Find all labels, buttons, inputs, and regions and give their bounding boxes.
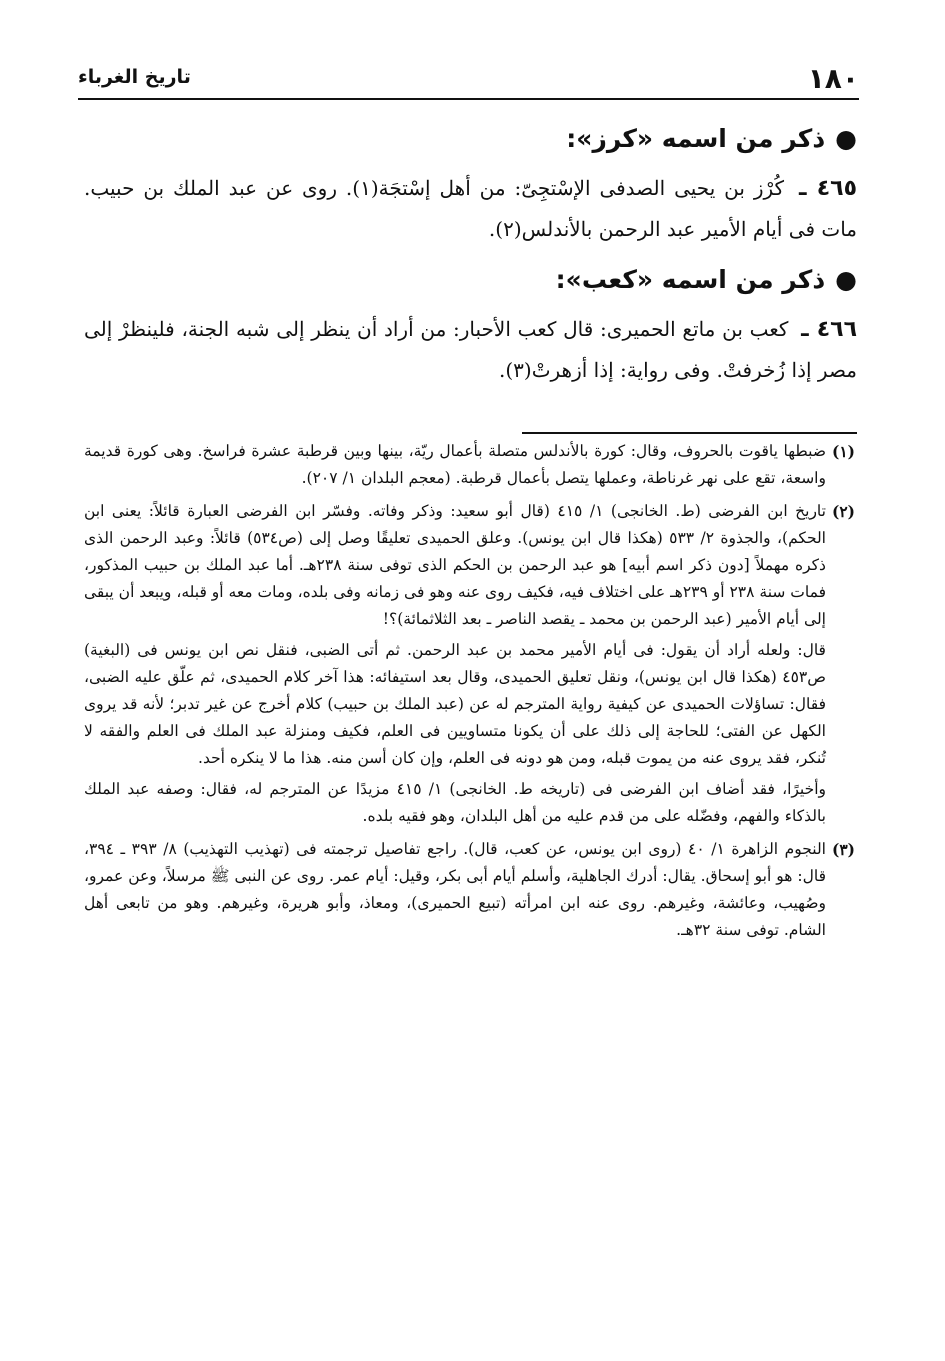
footnote-body bbox=[84, 438, 826, 492]
footnote-1 bbox=[84, 438, 855, 492]
page-header bbox=[78, 62, 859, 100]
footnote-marker: (٣) bbox=[831, 840, 855, 859]
entry-465 bbox=[84, 168, 857, 249]
footnote-paragraph: قال: ولعله أراد أن يقول: فى أيام الأمير محمد بن عبد الرحمن. ثم أتى الضبى، فنقل نص ابن يونس فى (البغية) ص٤٥٣ (هكذا قال ابن يونس)، ونقل تعليق الحميدى، وقال بعد استيفائه: هذا آخر كلام الحميدى، ثم علّق عليه الضبى، فقال: تساؤلات الحميدى عن كيفية رواية المترجم له عن (عبد الملك بن حبيب) كلام أخرج عن غير تدبر؛ لأنه قد يروى الكهل عن الفتى؛ للحاجة إلى ذلك على أن يكونا متساويين فى العلم، فكيف ومنزلة عبد الملك فى العلم والفقه لا تُنكر، فقد يروى عنه من يموت قبله، ومن هو دونه فى العلم، وإن كان أسن منه. هذا ما لا ينكره أحد. bbox=[84, 641, 826, 767]
running-title: تاريخ الغرباء bbox=[78, 66, 191, 88]
entry-number: ٤٦٥ ـ bbox=[798, 176, 858, 201]
footnote-paragraph: وأخيرًا، فقد أضاف ابن الفرضى فى (تاريخه ط. الخانجى) ١/ ٤١٥ مزيدًا عن المترجم له، فقال: وصفه عبد الملك بالذكاء والفهم، وفضّله على من قدم عليه من أهل البلدان، وهو فقيه بلده. bbox=[84, 780, 826, 825]
footnote-divider bbox=[522, 432, 857, 434]
entry-text: كُرْز بن يحيى الصدفى الإسْتجِىّ: من أهل إسْتجَة(١). روى عن عبد الملك بن حبيب. مات فى أيام الأمير عبد الرحمن بالأندلس(٢). bbox=[84, 176, 857, 241]
footnote-marker: (٢) bbox=[831, 502, 855, 521]
footnotes bbox=[84, 438, 855, 950]
section-kaab bbox=[84, 259, 857, 390]
section-heading bbox=[84, 118, 857, 162]
footnote-paragraph: ضبطها ياقوت بالحروف، وقال: كورة بالأندلس متصلة بأعمال ريّة، بينها وبين قرطبة عشرة فراسخ. وهى كورة قديمة واسعة، تقع على نهر غرناطة، وعملها يتصل بأعمال قرطبة. (معجم البلدان ١/ ٢٠٧). bbox=[84, 442, 826, 487]
footnote-3 bbox=[84, 836, 855, 944]
footnote-paragraph: النجوم الزاهرة ١/ ٤٠ (روى ابن يونس، عن كعب، قال). راجع تفاصيل ترجمته فى (تهذيب التهذيب) ٨/ ٣٩٣ ـ ٣٩٤، قال: هو أبو إسحاق. يقال: أدرك الجاهلية، وأسلم أيام أبى بكر، وقيل: أيام عمر. روى عن النبى ﷺ مرسلاً، وعن عمرو، وصُهيب، وعائشة، وغيرهم. روى عنه ابن امرأته (تبيع الحميرى)، ومعاذ، وأبو هريرة، وغيرهم. وهو من تابعى أهل الشام. توفى سنة ٣٢هـ. bbox=[84, 840, 826, 939]
footnote-2 bbox=[84, 498, 855, 830]
bullet-icon: ● bbox=[835, 124, 857, 153]
entry-number: ٤٦٦ ـ bbox=[801, 317, 858, 342]
page-number: ١٨٠ bbox=[807, 62, 859, 95]
entry-466 bbox=[84, 309, 857, 390]
entry-text: كعب بن ماتع الحميرى: قال كعب الأحبار: من أراد أن ينظر إلى شبه الجنة، فلينظرْ إلى مصر إذا زُخرفتْ. وفى رواية: إذا أزهرتْ(٣). bbox=[84, 317, 857, 382]
section-heading-text: ذكر من اسمه «كعب»: bbox=[555, 265, 826, 294]
bullet-icon: ● bbox=[835, 265, 857, 294]
footnote-paragraph: تاريخ ابن الفرضى (ط. الخانجى) ١/ ٤١٥ (قال أبو سعيد: وذكر وفاته. وفسّر ابن الفرضى العبارة قائلاً: يعنى ابن الحكم)، والجذوة ٢/ ٥٣٣ (هكذا قال ابن يونس). وعلق الحميدى تعليقًا وصل إلى (ص٥٣٤) قائلاً: وعبد الرحمن الذى ذكره مهملاً [دون ذكر اسم أبيه] هو عبد الرحمن بن الحكم الذى توفى سنة ٢٣٨هـ. أما عبد الملك بن حبيب المذكور، فمات سنة ٢٣٨ أو ٢٣٩هـ على اختلاف فيه، فكيف روى عنه وهو فى زمانه وفى بلده، ومات معه أو قبله، ويبعد أن يبقى إلى أيام الأمير (عبد الرحمن بن محمد ـ يقصد الناصر ـ بعد الثلاثمائة)؟! bbox=[84, 502, 826, 628]
section-heading-text: ذكر من اسمه «كرز»: bbox=[566, 124, 826, 153]
section-karz bbox=[84, 118, 857, 249]
main-text bbox=[84, 118, 857, 400]
footnote-marker: (١) bbox=[831, 442, 855, 461]
section-heading bbox=[84, 259, 857, 303]
footnote-body bbox=[84, 836, 826, 944]
footnote-body bbox=[84, 498, 826, 830]
